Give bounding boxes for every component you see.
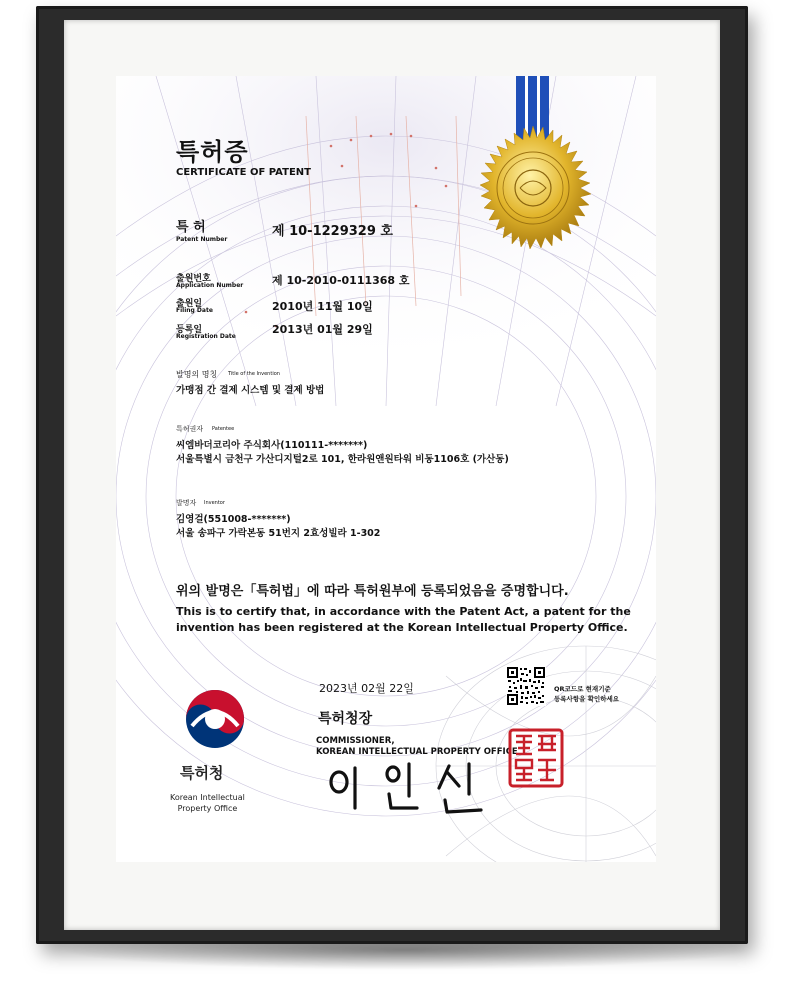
gold-seal-icon xyxy=(468,124,598,254)
filing-date-value: 2010년 11월 10일 xyxy=(272,300,373,313)
patentee-label-en: Patentee xyxy=(212,426,235,432)
official-red-stamp xyxy=(508,728,564,788)
filing-date-label: 출원일 xyxy=(176,299,203,309)
registration-date-value: 2013년 01월 29일 xyxy=(272,323,373,336)
inventor-name: 김영걸(551008-*******) xyxy=(176,514,291,525)
commissioner-title-english-line-1: COMMISSIONER, xyxy=(316,736,395,746)
qr-code-note-line-2: 등록사항을 확인하세요 xyxy=(554,695,620,703)
commissioner-title-english-line-2: KOREAN INTELLECTUAL PROPERTY OFFICE xyxy=(316,747,518,757)
certification-statement-english-line-2: invention has been registered at the Korean Intellectual Property Office. xyxy=(176,621,628,634)
certification-statement-korean: 위의 발명은「특허법」에 따라 특허원부에 등록되었음을 증명합니다. xyxy=(176,584,569,599)
patent-certificate xyxy=(116,76,656,862)
patentee-address: 서울특별시 금천구 가산디지털2로 101, 한라원앤원타워 비동1106호 (가산동) xyxy=(176,454,509,465)
issue-date: 2023년 02월 22일 xyxy=(319,682,414,695)
inventor-label: 발명자 xyxy=(176,499,197,507)
certification-statement-english xyxy=(176,604,631,636)
kipo-logo-icon xyxy=(182,686,248,752)
commissioner-signature xyxy=(321,760,501,820)
patent-number-value: 제 10-1229329 호 xyxy=(272,224,393,239)
application-number-label: 출원번호 xyxy=(176,274,211,284)
commissioner-title-english xyxy=(316,736,518,758)
filing-date-label-en: Filing Date xyxy=(176,307,213,314)
invention-title-value: 가맹점 간 결제 시스템 및 결제 방법 xyxy=(176,385,325,396)
agency-name-korean: 특허청 xyxy=(180,764,224,782)
patentee-name: 씨엠바더코리아 주식회사(110111-*******) xyxy=(176,440,368,451)
agency-name-english-line-1: Korean Intellectual xyxy=(170,793,245,802)
qr-code-note xyxy=(554,684,619,704)
agency-name-english-line-2: Property Office xyxy=(177,804,238,813)
inventor-address: 서울 송파구 가락본동 51번지 2효성빌라 1-302 xyxy=(176,528,381,539)
qr-code-icon[interactable] xyxy=(506,666,546,706)
certificate-title-english: CERTIFICATE OF PATENT xyxy=(176,167,311,178)
inventor-label-en: Inventor xyxy=(204,500,225,506)
application-number-label-en: Application Number xyxy=(176,282,244,289)
patent-number-label: 특 허 xyxy=(176,220,206,235)
commissioner-title-korean: 특허청장 xyxy=(318,711,373,727)
certification-statement-english-line-1: This is to certify that, in accordance with the Patent Act, a patent for the xyxy=(176,605,631,618)
patent-number-label-en: Patent Number xyxy=(176,236,228,243)
qr-code-note-line-1: QR코드로 현재기준 xyxy=(554,685,611,693)
invention-title-label-en: Title of the Invention xyxy=(228,371,280,377)
agency-name-english xyxy=(170,792,245,814)
registration-date-label-en: Registration Date xyxy=(176,333,236,340)
application-number-value: 제 10-2010-0111368 호 xyxy=(272,274,410,287)
registration-date-label: 등록일 xyxy=(176,325,203,335)
invention-title-label: 발명의 명칭 xyxy=(176,370,218,379)
patentee-label: 특허권자 xyxy=(176,425,204,433)
certificate-title-korean: 특허증 xyxy=(176,138,249,166)
